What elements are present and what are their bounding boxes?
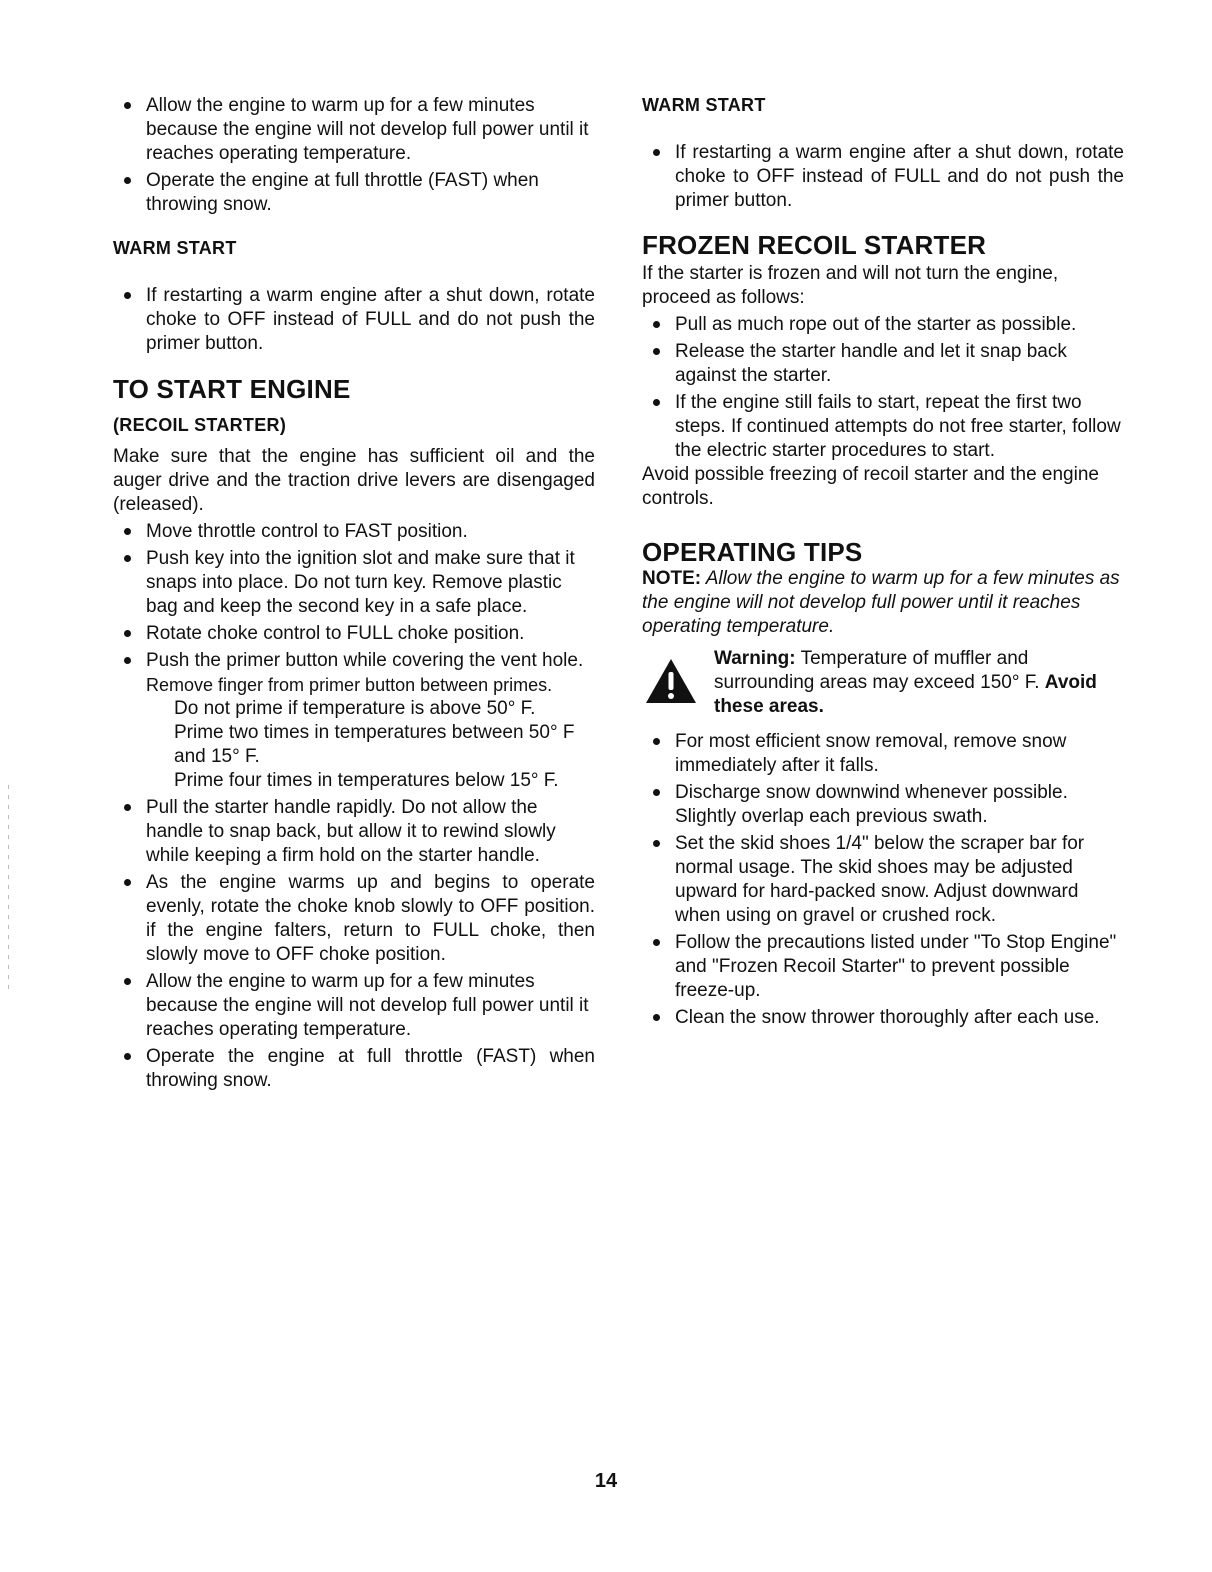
frozen-bullet-list [642, 313, 1124, 463]
step-text: Push the primer button while covering the vent hole. [146, 650, 584, 671]
list-item [113, 649, 595, 793]
prime-rule: Prime two times in temperatures between 50° F and 15° F. [174, 722, 575, 767]
section-subtitle-warm-start: WARM START [642, 95, 766, 115]
warning-label: Warning: [714, 648, 796, 669]
warm-start-bullet-list [642, 141, 1124, 213]
list-item: Discharge snow downwind whenever possible. Slightly overlap each previous swath. [642, 781, 1124, 829]
note-paragraph [642, 567, 1124, 639]
step-continuation: Remove finger from primer button between primes. [146, 675, 553, 695]
list-item: Set the skid shoes 1/4" below the scraper bar for normal usage. The skid shoes may be adjusted upward for hard-packed snow. Adjust downward when using on gravel or crushed rock. [642, 832, 1124, 928]
page-number: 14 [594, 1470, 618, 1492]
section-subtitle-recoil-starter: (RECOIL STARTER) [113, 415, 287, 435]
list-item: Operate the engine at full throttle (FAST) when throwing snow. [113, 1045, 595, 1093]
list-item: For most efficient snow removal, remove snow immediately after it falls. [642, 730, 1124, 778]
warm-start-bullet-list [113, 284, 595, 356]
list-item: If restarting a warm engine after a shut down, rotate choke to OFF instead of FULL and do not push the primer button. [642, 141, 1124, 213]
section-title-frozen-recoil-starter: FROZEN RECOIL STARTER [642, 230, 987, 260]
note-label: NOTE: [642, 568, 702, 589]
list-item: Clean the snow thrower thoroughly after each use. [642, 1006, 1124, 1030]
tips-bullet-list [642, 730, 1124, 1030]
recoil-intro-paragraph: Make sure that the engine has sufficient oil and the auger drive and the traction drive levers are disengaged (released). [113, 446, 595, 515]
list-item: Move throttle control to FAST position. [113, 520, 595, 544]
list-item: Follow the precautions listed under "To Stop Engine" and "Frozen Recoil Starter" to prevent possible freeze-up. [642, 931, 1124, 1003]
frozen-intro-paragraph: If the starter is frozen and will not turn the engine, proceed as follows: [642, 263, 1059, 308]
intro-bullet-list [113, 94, 595, 217]
warning-text: Temperature of muffler and surrounding areas may exceed 150° F. [714, 648, 1040, 693]
prime-rule: Do not prime if temperature is above 50° F. [174, 698, 536, 719]
list-item: Pull the starter handle rapidly. Do not allow the handle to snap back, but allow it to rewind slowly while keeping a firm hold on the starter handle. [113, 796, 595, 868]
right-column [642, 94, 1124, 1033]
list-item: Operate the engine at full throttle (FAST) when throwing snow. [113, 169, 595, 217]
scan-margin-mark [8, 785, 9, 990]
list-item: Pull as much rope out of the starter as possible. [642, 313, 1124, 337]
warning-triangle-icon [644, 657, 698, 705]
note-text: Allow the engine to warm up for a few minutes as the engine will not develop full power until it reaches operating temperature. [642, 568, 1120, 637]
section-title-operating-tips: OPERATING TIPS [642, 537, 863, 567]
list-item: Allow the engine to warm up for a few minutes because the engine will not develop full power until it reaches operating temperature. [113, 970, 595, 1042]
section-subtitle-warm-start: WARM START [113, 238, 237, 258]
list-item: Push key into the ignition slot and make sure that it snaps into place. Do not turn key. Remove plastic bag and keep the second key in a safe place. [113, 547, 595, 619]
list-item: If restarting a warm engine after a shut down, rotate choke to OFF instead of FULL and do not push the primer button. [113, 284, 595, 356]
section-title-to-start-engine: TO START ENGINE [113, 374, 351, 404]
warning-bold-text: Avoid these areas. [714, 672, 1097, 717]
list-item: Allow the engine to warm up for a few minutes because the engine will not develop full power until it reaches operating temperature. [113, 94, 595, 166]
prime-rule: Prime four times in temperatures below 15° F. [174, 770, 559, 791]
start-steps-list [113, 520, 595, 1093]
frozen-outro-paragraph: Avoid possible freezing of recoil starter and the engine controls. [642, 464, 1099, 509]
left-column [113, 94, 595, 1096]
list-item: Rotate choke control to FULL choke position. [113, 622, 595, 646]
warning-block [642, 647, 1124, 719]
list-item: Release the starter handle and let it snap back against the starter. [642, 340, 1124, 388]
list-item: If the engine still fails to start, repeat the first two steps. If continued attempts do not free starter, follow the electric starter procedures to start. [642, 391, 1124, 463]
list-item: As the engine warms up and begins to operate evenly, rotate the choke knob slowly to OFF position. if the engine falters, return to FULL choke, then slowly move to OFF choke position. [113, 871, 595, 967]
